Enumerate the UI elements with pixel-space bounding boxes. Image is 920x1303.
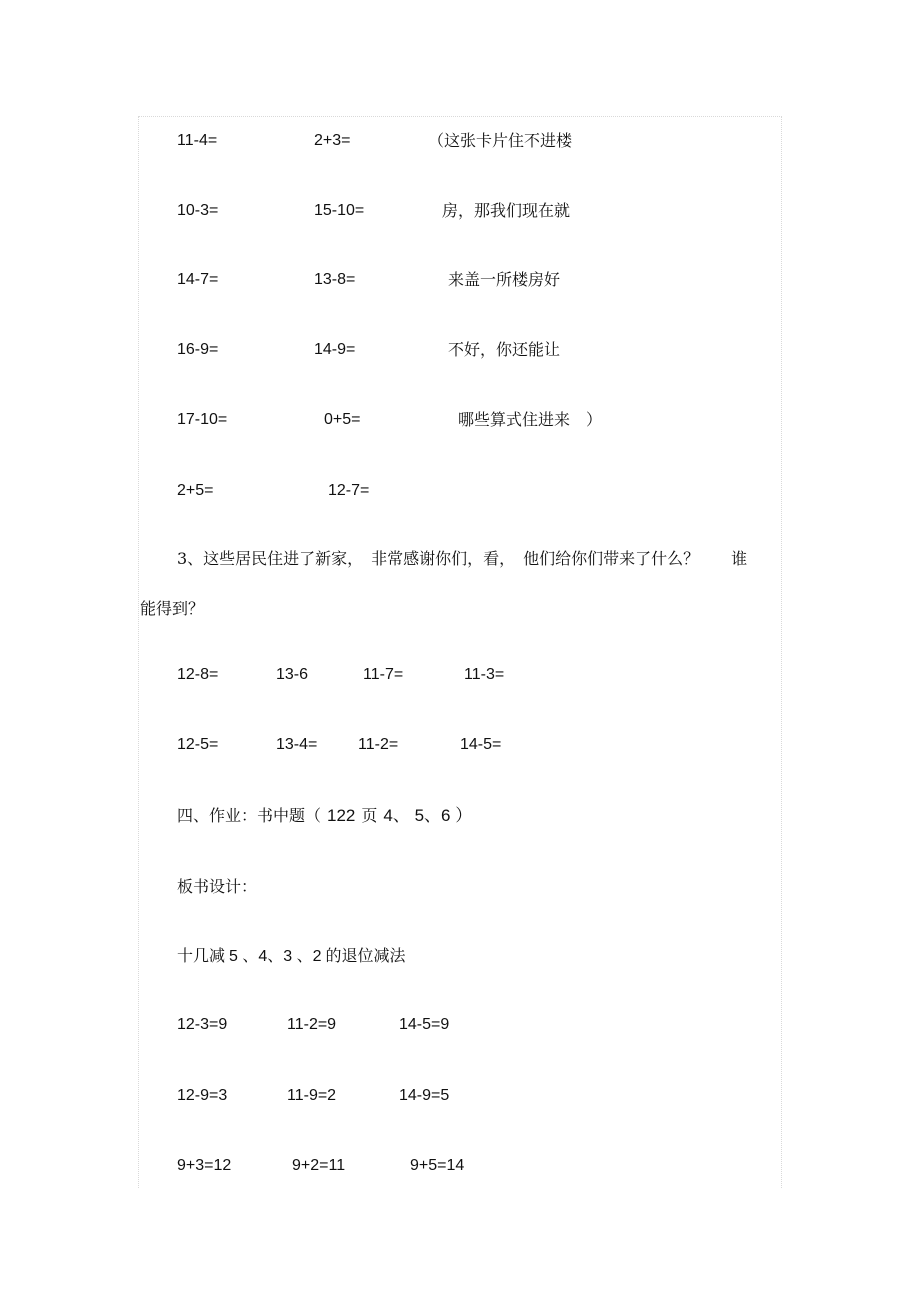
equation: 9+3=12 [177,1157,232,1174]
exercise-row [0,201,920,223]
equation: 2+5= [177,482,214,499]
equation: 11-4= [177,132,218,149]
equation: 14-7= [177,271,219,288]
equation: 11-9=2 [287,1087,337,1104]
equation: 11-3= [464,666,505,683]
homework-text [177,806,472,826]
board-row [0,1156,920,1178]
equation: 13-6 [276,666,309,683]
board-title-suffix: 的退位减法 [325,946,406,965]
equation: 16-9= [177,341,219,358]
board-title [177,946,406,967]
equation: 14-9=5 [399,1087,450,1104]
equation: 12-9=3 [177,1087,228,1104]
board-row [0,1015,920,1037]
equation: 11-7= [363,666,404,683]
board-title-numbers: 5 、4、3 、2 [229,948,322,965]
equation: 0+5= [324,411,361,428]
equation: 9+2=11 [292,1157,346,1174]
homework-page-number: 122 [327,806,356,825]
note-text: 哪些算式住进来 ） [458,410,603,429]
paragraph-line: 3、这些居民住进了新家， 非常感谢你们，看， 他们给你们带来了什么？ 谁 [177,549,748,568]
note-text: 房，那我们现在就 [442,201,571,220]
equation: 14-9= [314,341,356,358]
equation: 12-8= [177,666,219,683]
equation: 14-5=9 [399,1016,450,1033]
note-text: 来盖一所楼房好 [448,270,561,289]
paragraph-line: 能得到？ [140,599,205,618]
note-text: （这张卡片住不进楼 [428,131,573,150]
exercise-row [0,270,920,292]
exercise-row [0,735,920,757]
equation: 11-2=9 [287,1016,337,1033]
equation: 2+3= [314,132,351,149]
equation: 9+5=14 [410,1157,465,1174]
exercise-row [0,131,920,153]
board-heading: 板书设计： [177,877,258,896]
exercise-row [0,481,920,503]
note-text: 不好，你还能让 [448,340,561,359]
homework-prefix: 四、作业：书中题（ [177,806,322,825]
homework-items: 4、 5、6 ） [383,806,473,825]
equation: 13-4= [276,736,318,753]
equation: 11-2= [358,736,399,753]
equation: 12-5= [177,736,219,753]
equation: 10-3= [177,202,219,219]
board-title-prefix: 十几减 [177,946,226,965]
equation: 12-7= [328,482,370,499]
homework-page-word: 页 [361,806,378,825]
equation: 13-8= [314,271,356,288]
exercise-row [0,410,920,432]
equation: 15-10= [314,202,365,219]
exercise-row [0,340,920,362]
exercise-row [0,665,920,687]
equation: 14-5= [460,736,502,753]
board-row [0,1086,920,1108]
homework-line [0,806,920,828]
equation: 17-10= [177,411,228,428]
equation: 12-3=9 [177,1016,228,1033]
